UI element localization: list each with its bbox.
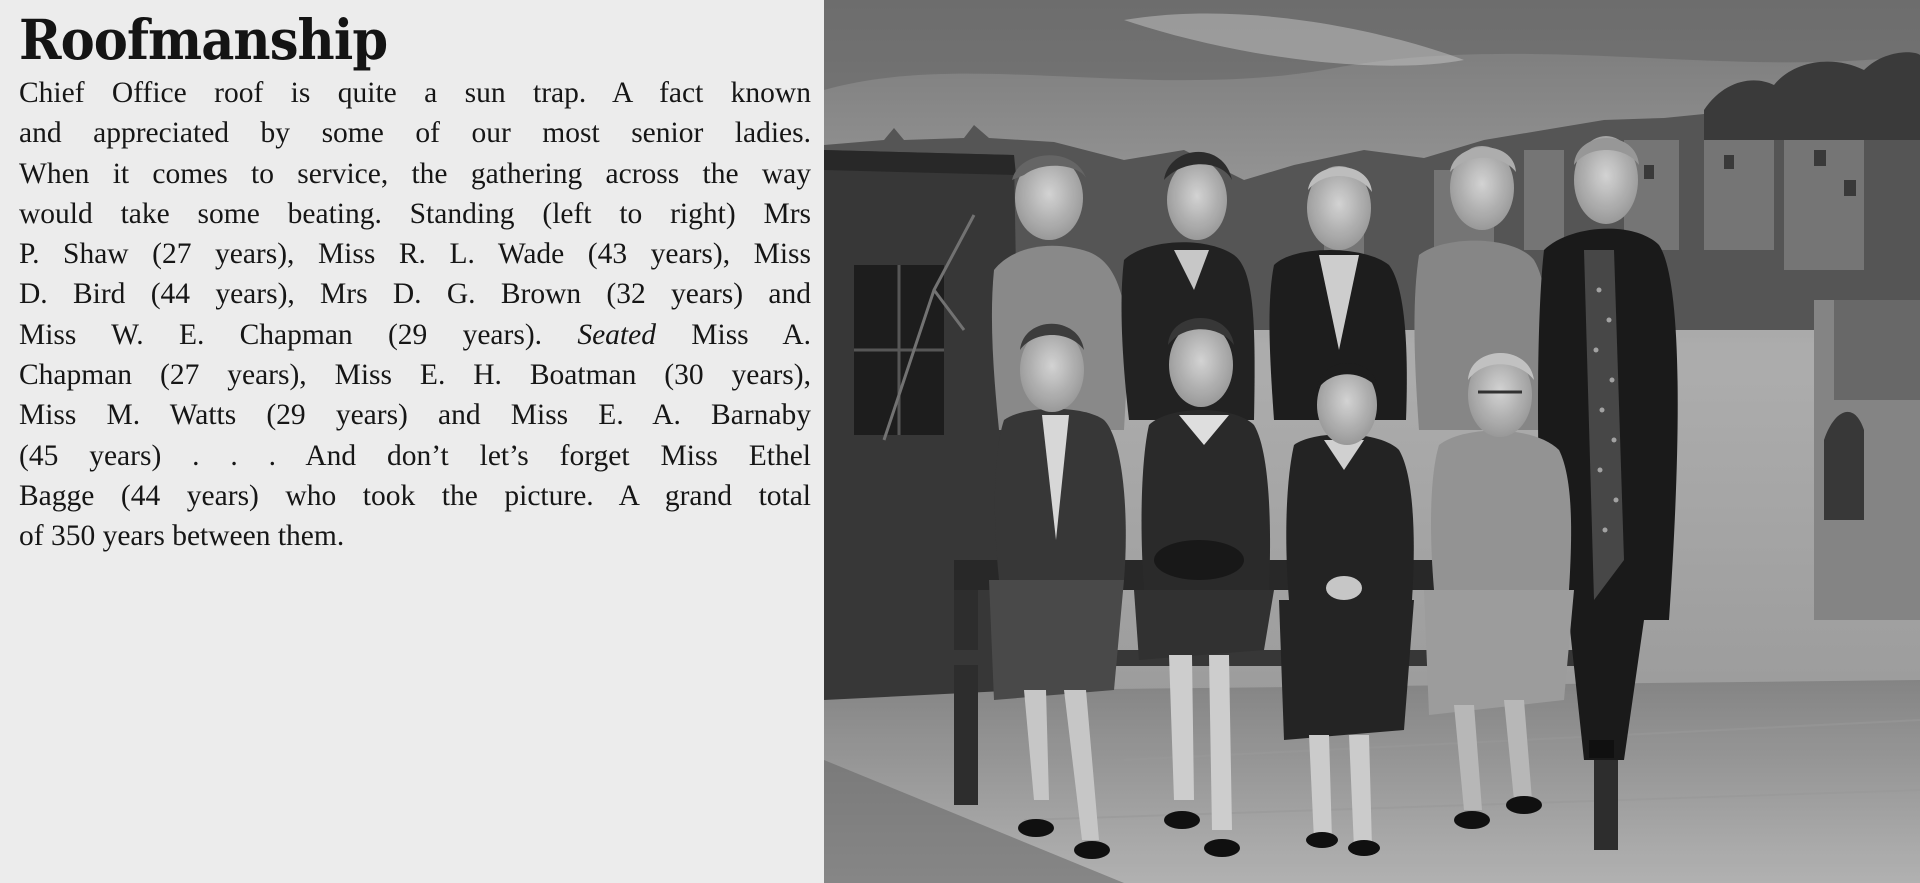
body-line: Chapman (27 years), Miss E. H. Boatman (30 years), [19,359,811,392]
body-line-mixed [19,315,811,355]
article-body [19,73,811,557]
body-line: would take some beating. Standing (left to right) Mrs [19,197,811,230]
seated-italic: Seated [577,318,656,351]
article-column [0,0,824,883]
body-line: and appreciated by some of our most senior ladies. [19,117,811,150]
group-photo [824,0,1920,883]
group-photo-illustration [824,0,1920,883]
body-line: Miss M. Watts (29 years) and Miss E. A. Barnaby [19,399,811,432]
body-line: When it comes to service, the gathering across the way [19,157,811,190]
body-line: of 350 years between them. [19,520,345,553]
body-line: Chief Office roof is quite a sun trap. A fact known [19,77,811,109]
body-line: D. Bird (44 years), Mrs D. G. Brown (32 years) and [19,278,811,311]
body-line: (45 years) . . . And don’t let’s forget Miss Ethel [19,439,811,472]
body-segment: Miss A. [691,318,811,351]
body-line: Bagge (44 years) who took the picture. A grand total [19,479,811,512]
body-line: P. Shaw (27 years), Miss R. L. Wade (43 years), Miss [19,238,811,271]
article-headline: Roofmanship [19,7,388,72]
body-segment: Miss W. E. Chapman (29 years). [19,318,543,351]
